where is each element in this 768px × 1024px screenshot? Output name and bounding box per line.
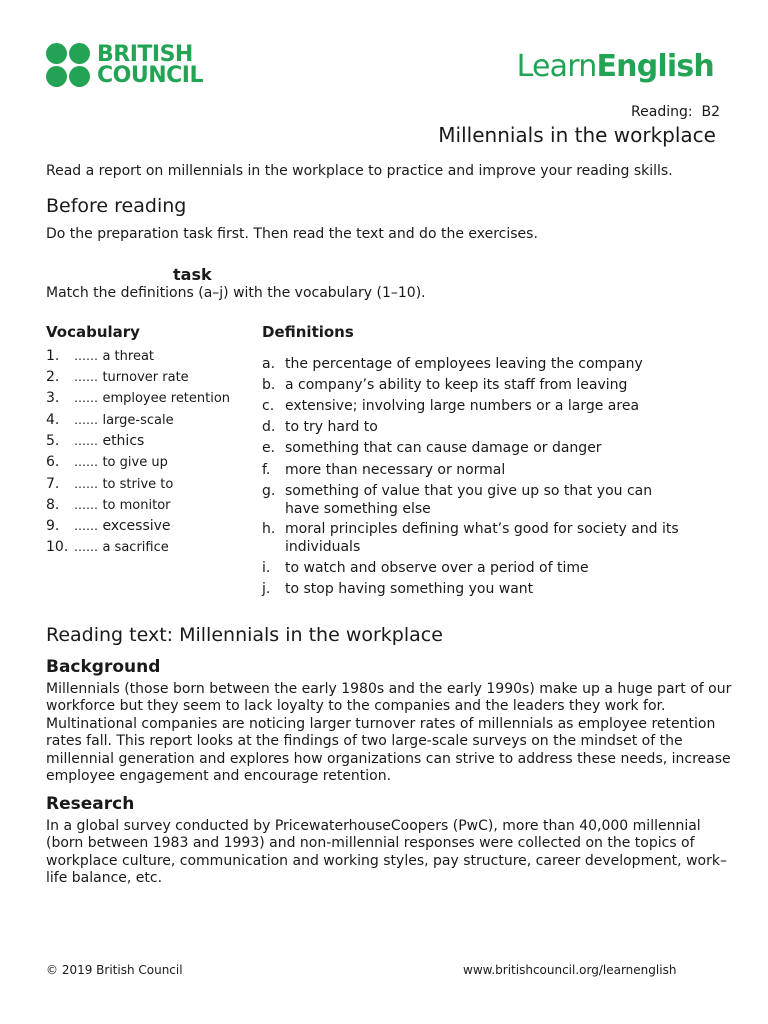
- logo-line-1: BRITISH: [97, 42, 193, 67]
- vocab-item: 2. …… turnover rate: [46, 369, 189, 385]
- vocab-item: 7. …… to strive to: [46, 476, 174, 492]
- british-council-dots-icon: [46, 43, 90, 87]
- research-paragraph: In a global survey conducted by PricewaterhouseCoopers (PwC), more than 40,000 millennial (born between 1983 and 1993) and non-millennial responses were collected on the topics of workplace culture, communication and working styles, pay structure, career development, work–life balance, etc.: [46, 818, 727, 887]
- reading-text-heading: Reading text: Millennials in the workplace: [46, 624, 443, 646]
- definition-item: a. the percentage of employees leaving the company: [262, 356, 643, 372]
- vocab-item: 8. …… to monitor: [46, 497, 171, 513]
- before-reading-heading: Before reading: [46, 195, 187, 217]
- vocab-item: 6. …… to give up: [46, 454, 168, 470]
- definition-item: b. a company’s ability to keep its staff from leaving: [262, 377, 628, 393]
- vocabulary-heading: Vocabulary: [46, 323, 140, 341]
- definition-item: e. something that can cause damage or danger: [262, 440, 602, 456]
- footer-url: www.britishcouncil.org/learnenglish: [463, 963, 677, 977]
- background-paragraph: Millennials (those born between the early 1980s and the early 1990s) make up a huge part of our workforce but they seem to lack loyalty to the companies and the leaders they work for. Multinational companies are noticing larger turnover rates of millennials as employee retention rates fall. This report looks at the findings of two large-scale surveys on the mindset of the millennial generation and explores how organizations can strive to address these needs, increase employee engagement and encourage retention.: [46, 681, 732, 785]
- definition-item: c. extensive; involving large numbers or a large area: [262, 398, 640, 414]
- logo-line-2: COUNCIL: [97, 63, 203, 88]
- research-heading: Research: [46, 794, 135, 814]
- definition-item: d. to try hard to: [262, 419, 378, 435]
- learnenglish-logo: LearnEnglish: [516, 49, 714, 84]
- definition-item: i. to watch and observe over a period of time: [262, 560, 589, 576]
- page-title: Millennials in the workplace: [438, 123, 716, 147]
- vocab-item: 4. …… large-scale: [46, 412, 174, 428]
- definition-item: h. moral principles defining what’s good for society and its individuals: [262, 521, 679, 555]
- definition-item: f. more than necessary or normal: [262, 462, 506, 478]
- british-council-logo: [46, 43, 203, 87]
- definitions-heading: Definitions: [262, 323, 354, 341]
- intro-text: Read a report on millennials in the workplace to practice and improve your reading skills.: [46, 163, 673, 179]
- task-instruction: Match the definitions (a–j) with the vocabulary (1–10).: [46, 285, 426, 301]
- task-heading: task: [173, 265, 212, 284]
- vocab-item: 5. …… ethics: [46, 433, 145, 449]
- reading-level: Reading: B2: [631, 104, 720, 120]
- footer-copyright: © 2019 British Council: [46, 963, 183, 977]
- background-heading: Background: [46, 657, 161, 677]
- vocab-item: 1. …… a threat: [46, 348, 155, 364]
- definition-item: g. something of value that you give up so that you can have something else: [262, 483, 653, 517]
- vocab-item: 3. …… employee retention: [46, 390, 231, 406]
- before-reading-instruction: Do the preparation task first. Then read the text and do the exercises.: [46, 226, 538, 242]
- vocab-item: 10. …… a sacrifice: [46, 539, 169, 555]
- vocab-item: 9. …… excessive: [46, 518, 171, 534]
- definition-item: j. to stop having something you want: [262, 581, 534, 597]
